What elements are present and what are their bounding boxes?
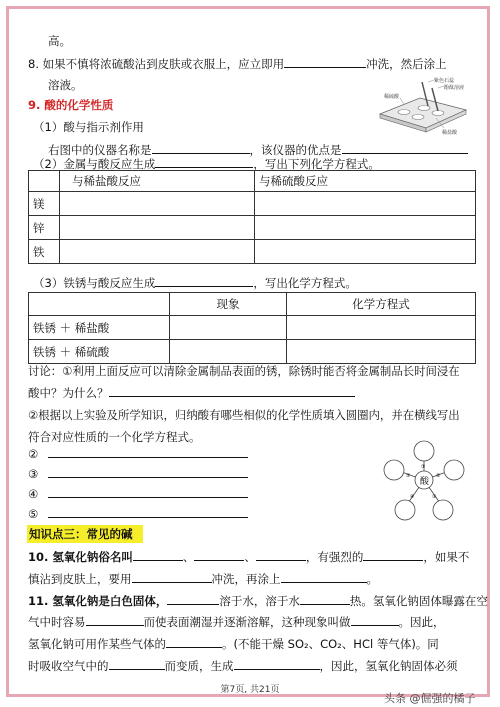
blank[interactable] xyxy=(363,549,423,561)
table-header: 与稀盐酸反应 xyxy=(60,171,255,192)
discussion-1: 讨论：①利用上面反应可以清除金属制品表面的锈，除锈时能否将金属制品长时间浸在 xyxy=(28,364,460,378)
page-footer: 第7页, 共21页 xyxy=(220,685,280,695)
answer-line-4: ④ xyxy=(28,486,248,501)
table-cell[interactable] xyxy=(170,340,287,364)
blank[interactable] xyxy=(155,275,253,287)
blank[interactable] xyxy=(234,658,320,670)
metal-acid-table xyxy=(28,170,476,264)
table-cell[interactable] xyxy=(255,192,476,216)
q10-line2: 慎沾到皮肤上，要用 冲洗，再涂上 。 xyxy=(28,572,378,586)
blank[interactable] xyxy=(109,385,355,397)
answer-line-5: ⑤ xyxy=(28,506,248,521)
subsection-3: （3）铁锈与酸反应生成 ，写出化学方程式。 xyxy=(33,276,357,290)
answer-line-3: ③ xyxy=(28,466,248,481)
diagram-num: ③ xyxy=(432,494,437,500)
table-cell[interactable] xyxy=(60,216,255,240)
table-header: 现象 xyxy=(170,293,287,316)
diagram-num: ⑤ xyxy=(406,473,411,479)
table-cell[interactable] xyxy=(287,340,476,364)
line-gao: 高。 xyxy=(48,34,71,48)
blank[interactable] xyxy=(256,549,306,561)
subsection-2: （2）金属与酸反应生成 ，写出下列化学方程式。 xyxy=(33,157,380,171)
table-cell[interactable] xyxy=(255,240,476,264)
blank[interactable] xyxy=(48,446,248,458)
q11-line1: 11. 氢氧化钠是白色固体， 溶于水，溶于水 热。氢氧化钠固体曝露在空 xyxy=(28,594,488,608)
row-label: 铁 xyxy=(29,240,60,264)
instrument-line: 右图中的仪器名称是 ，该仪器的优点是 xyxy=(48,142,468,157)
q8-line: 8. 如果不慎将浓硫酸沾到皮肤或衣服上，应立即用 冲洗，然后涂上 xyxy=(28,57,447,71)
diagram-num: ① xyxy=(421,464,426,470)
blank[interactable] xyxy=(351,614,399,626)
fig-label-phenol: 酚酞溶液 xyxy=(444,85,465,91)
rust-acid-table xyxy=(28,292,476,364)
spot-plate-figure xyxy=(376,74,476,136)
q10-line1: 10. 氢氧化钠俗名叫 、 、 ，有强烈的 ，如果不 xyxy=(28,550,470,564)
blank[interactable] xyxy=(48,486,248,498)
discussion-2: 酸中？为什么？ xyxy=(28,385,355,400)
row-label: 铁锈 ＋ 稀盐酸 xyxy=(29,316,170,340)
blank[interactable] xyxy=(132,571,212,583)
fig-label-h2so4: 稀硫酸 xyxy=(384,94,400,100)
table-cell[interactable] xyxy=(287,316,476,340)
diagram-center-label: 酸 xyxy=(420,477,430,487)
blank[interactable] xyxy=(342,142,468,154)
table-header: 化学方程式 xyxy=(287,293,476,316)
q11-line3: 氢氧化钠可用作某些气体的 。(不能干燥 SO₂、CO₂、HCl 等气体)。同 xyxy=(28,637,439,651)
answer-line-2: ② xyxy=(28,446,248,461)
table-cell[interactable] xyxy=(255,216,476,240)
table-cell[interactable] xyxy=(60,240,255,264)
blank[interactable] xyxy=(284,56,366,68)
watermark: 头条 @倔强的橘子 xyxy=(384,692,476,705)
fig-label-hcl: 稀盐酸 xyxy=(442,130,458,136)
blank[interactable] xyxy=(152,142,250,154)
acid-properties-diagram xyxy=(376,440,472,526)
blank[interactable] xyxy=(48,466,248,478)
blank[interactable] xyxy=(155,156,253,168)
blank[interactable] xyxy=(167,593,219,605)
fig-label-litmus: 紫色石蕊 xyxy=(434,78,455,84)
q8-line2: 溶液。 xyxy=(48,78,83,92)
table-cell[interactable] xyxy=(60,192,255,216)
blank[interactable] xyxy=(48,506,248,518)
discussion-3: ②根据以上实验及所学知识，归纳酸有哪些相似的化学性质填入圆圈内，并在横线写出 xyxy=(28,408,460,422)
diagram-num: ② xyxy=(436,473,441,479)
discussion-4: 符合对应性质的一个化学方程式。 xyxy=(28,430,201,444)
diagram-num: ④ xyxy=(410,494,415,500)
q11-line4: 时吸收空气中的 而变质，生成 ，因此，氢氧化钠固体必须 xyxy=(28,659,458,673)
table-cell[interactable] xyxy=(170,316,287,340)
blank[interactable] xyxy=(166,636,222,648)
knowledge-point-title: 知识点三：常见的碱 xyxy=(29,527,133,541)
blank[interactable] xyxy=(133,549,183,561)
q11-line2: 气中时容易 而使表面潮湿并逐渐溶解，这种现象叫做 。因此， xyxy=(28,615,445,629)
row-label: 铁锈 ＋ 稀硫酸 xyxy=(29,340,170,364)
table-header: 与稀硫酸反应 xyxy=(255,171,476,192)
section-title: 9. 酸的化学性质 xyxy=(28,98,114,112)
blank[interactable] xyxy=(194,549,244,561)
blank[interactable] xyxy=(86,614,144,626)
blank[interactable] xyxy=(281,571,367,583)
row-label: 镁 xyxy=(29,192,60,216)
blank[interactable] xyxy=(300,593,350,605)
row-label: 锌 xyxy=(29,216,60,240)
blank[interactable] xyxy=(109,658,165,670)
subsection-1: （1）酸与指示剂作用 xyxy=(33,120,144,134)
